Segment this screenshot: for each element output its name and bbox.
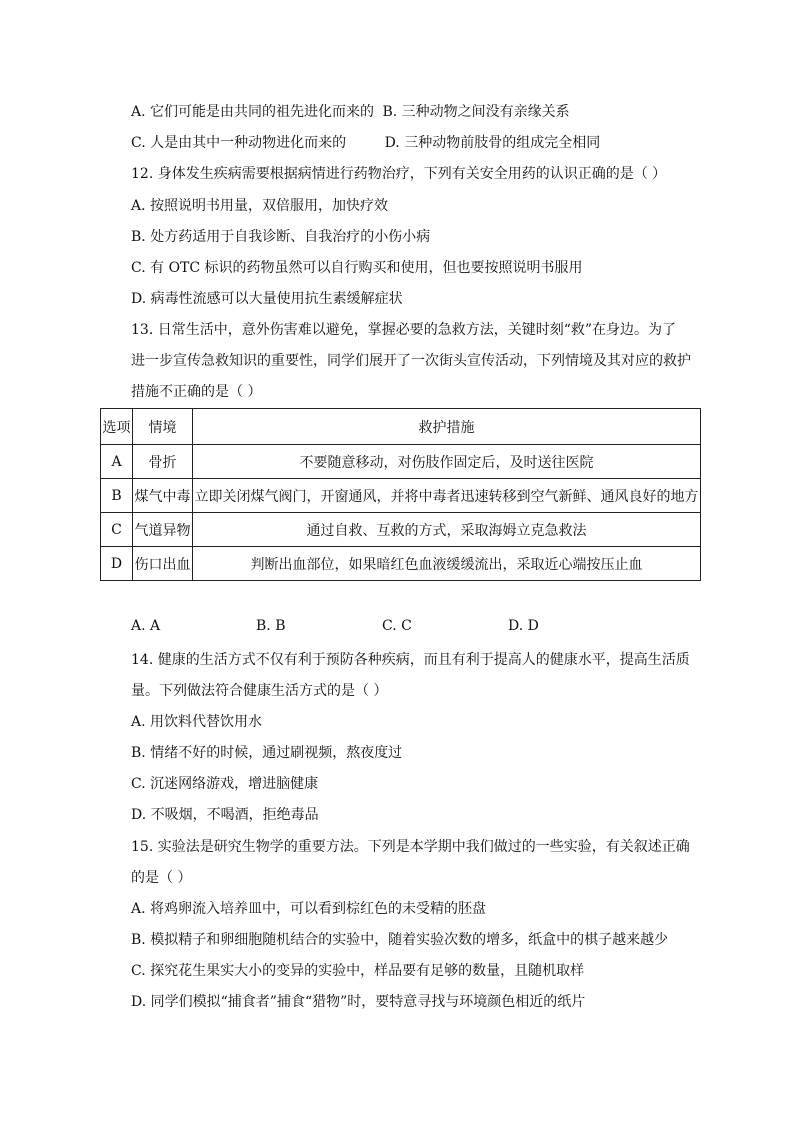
q12-option-d: D. 病毒性流感可以大量使用抗生素缓解症状 bbox=[131, 291, 403, 307]
table-cell-option: A bbox=[101, 445, 133, 479]
q13-option-b: B. B bbox=[256, 618, 286, 634]
q14-option-a: A. 用饮料代替饮用水 bbox=[131, 714, 263, 730]
q13-option-a: A. A bbox=[131, 618, 161, 634]
table-header-measure: 救护措施 bbox=[193, 409, 701, 445]
table-cell-scenario: 伤口出血 bbox=[133, 547, 193, 581]
q13-option-c: C. C bbox=[382, 618, 412, 634]
q11-option-b: B. 三种动物之间没有亲缘关系 bbox=[382, 104, 570, 120]
table-cell-scenario: 气道异物 bbox=[133, 513, 193, 547]
q15-stem-line-1: 15. 实验法是研究生物学的重要方法。下列是本学期中我们做过的一些实验，有关叙述正确 bbox=[131, 839, 690, 855]
table-header-row bbox=[101, 409, 701, 445]
q13-option-d: D. D bbox=[508, 618, 539, 634]
q15-option-c: C. 探究花生果实大小的变异的实验中，样品要有足够的数量，且随机取样 bbox=[131, 963, 585, 979]
q11-options-row-2 bbox=[131, 133, 600, 153]
table-cell-option: B bbox=[101, 479, 133, 513]
q11-options-row-1 bbox=[131, 102, 570, 122]
table-cell-option: D bbox=[101, 547, 133, 581]
q15-option-d: D. 同学们模拟“捕食者”捕食“猎物”时，要特意寻找与环境颜色相近的纸片 bbox=[131, 994, 586, 1010]
table-row bbox=[101, 479, 701, 513]
table-cell-scenario: 煤气中毒 bbox=[133, 479, 193, 513]
table-header-option: 选项 bbox=[101, 409, 133, 445]
table-cell-scenario: 骨折 bbox=[133, 445, 193, 479]
q14-option-d: D. 不吸烟，不喝酒，拒绝毒品 bbox=[131, 807, 319, 823]
table-cell-measure: 判断出血部位，如果暗红色血液缓缓流出，采取近心端按压止血 bbox=[193, 547, 701, 581]
table-row bbox=[101, 445, 701, 479]
table-cell-measure: 不要随意移动，对伤肢作固定后，及时送往医院 bbox=[193, 445, 701, 479]
q14-stem-line-2: 量。下列做法符合健康生活方式的是（ ） bbox=[131, 683, 388, 699]
q15-option-b: B. 模拟精子和卵细胞随机结合的实验中，随着实验次数的增多，纸盒中的棋子越来越少 bbox=[131, 932, 669, 948]
q12-stem: 12. 身体发生疾病需要根据病情进行药物治疗，下列有关安全用药的认识正确的是（ ） bbox=[131, 166, 667, 182]
q14-option-c: C. 沉迷网络游戏，增进脑健康 bbox=[131, 776, 319, 792]
q12-option-c: C. 有 OTC 标识的药物虽然可以自行购买和使用，但也要按照说明书服用 bbox=[131, 260, 583, 276]
q13-stem-line-1: 13. 日常生活中，意外伤害难以避免，掌握必要的急救方法，关键时刻“救”在身边。为了 bbox=[131, 322, 677, 338]
q15-stem-line-2: 的是（ ） bbox=[131, 870, 192, 886]
table-header-scenario: 情境 bbox=[133, 409, 193, 445]
q13-options bbox=[131, 618, 671, 638]
q14-stem-line-1: 14. 健康的生活方式不仅有利于预防各种疾病，而且有利于提高人的健康水平，提高生活质 bbox=[131, 652, 690, 668]
q12-option-a: A. 按照说明书用量，双倍服用，加快疗效 bbox=[131, 198, 389, 214]
q15-option-a: A. 将鸡卵流入培养皿中，可以看到棕红色的未受精的胚盘 bbox=[131, 901, 487, 917]
table-cell-option: C bbox=[101, 513, 133, 547]
q11-option-a: A. 它们可能是由共同的祖先进化而来的 bbox=[131, 104, 375, 120]
q14-option-b: B. 情绪不好的时候，通过刷视频，熬夜度过 bbox=[131, 745, 403, 761]
rescue-measures-table bbox=[100, 408, 701, 581]
table-cell-measure: 立即关闭煤气阀门，开窗通风，并将中毒者迅速转移到空气新鲜、通风良好的地方 bbox=[193, 479, 701, 513]
q11-option-c: C. 人是由其中一种动物进化而来的 bbox=[131, 135, 347, 151]
table-row bbox=[101, 513, 701, 547]
q13-stem-line-2: 进一步宣传急救知识的重要性，同学们展开了一次街头宣传活动，下列情境及其对应的救护 bbox=[131, 353, 691, 369]
table-row bbox=[101, 547, 701, 581]
q12-option-b: B. 处方药适用于自我诊断、自我治疗的小伤小病 bbox=[131, 229, 431, 245]
q11-option-d: D. 三种动物前肢骨的组成完全相同 bbox=[384, 135, 601, 151]
table-cell-measure: 通过自救、互救的方式，采取海姆立克急救法 bbox=[193, 513, 701, 547]
q13-stem-line-3: 措施不正确的是（ ） bbox=[131, 384, 262, 400]
